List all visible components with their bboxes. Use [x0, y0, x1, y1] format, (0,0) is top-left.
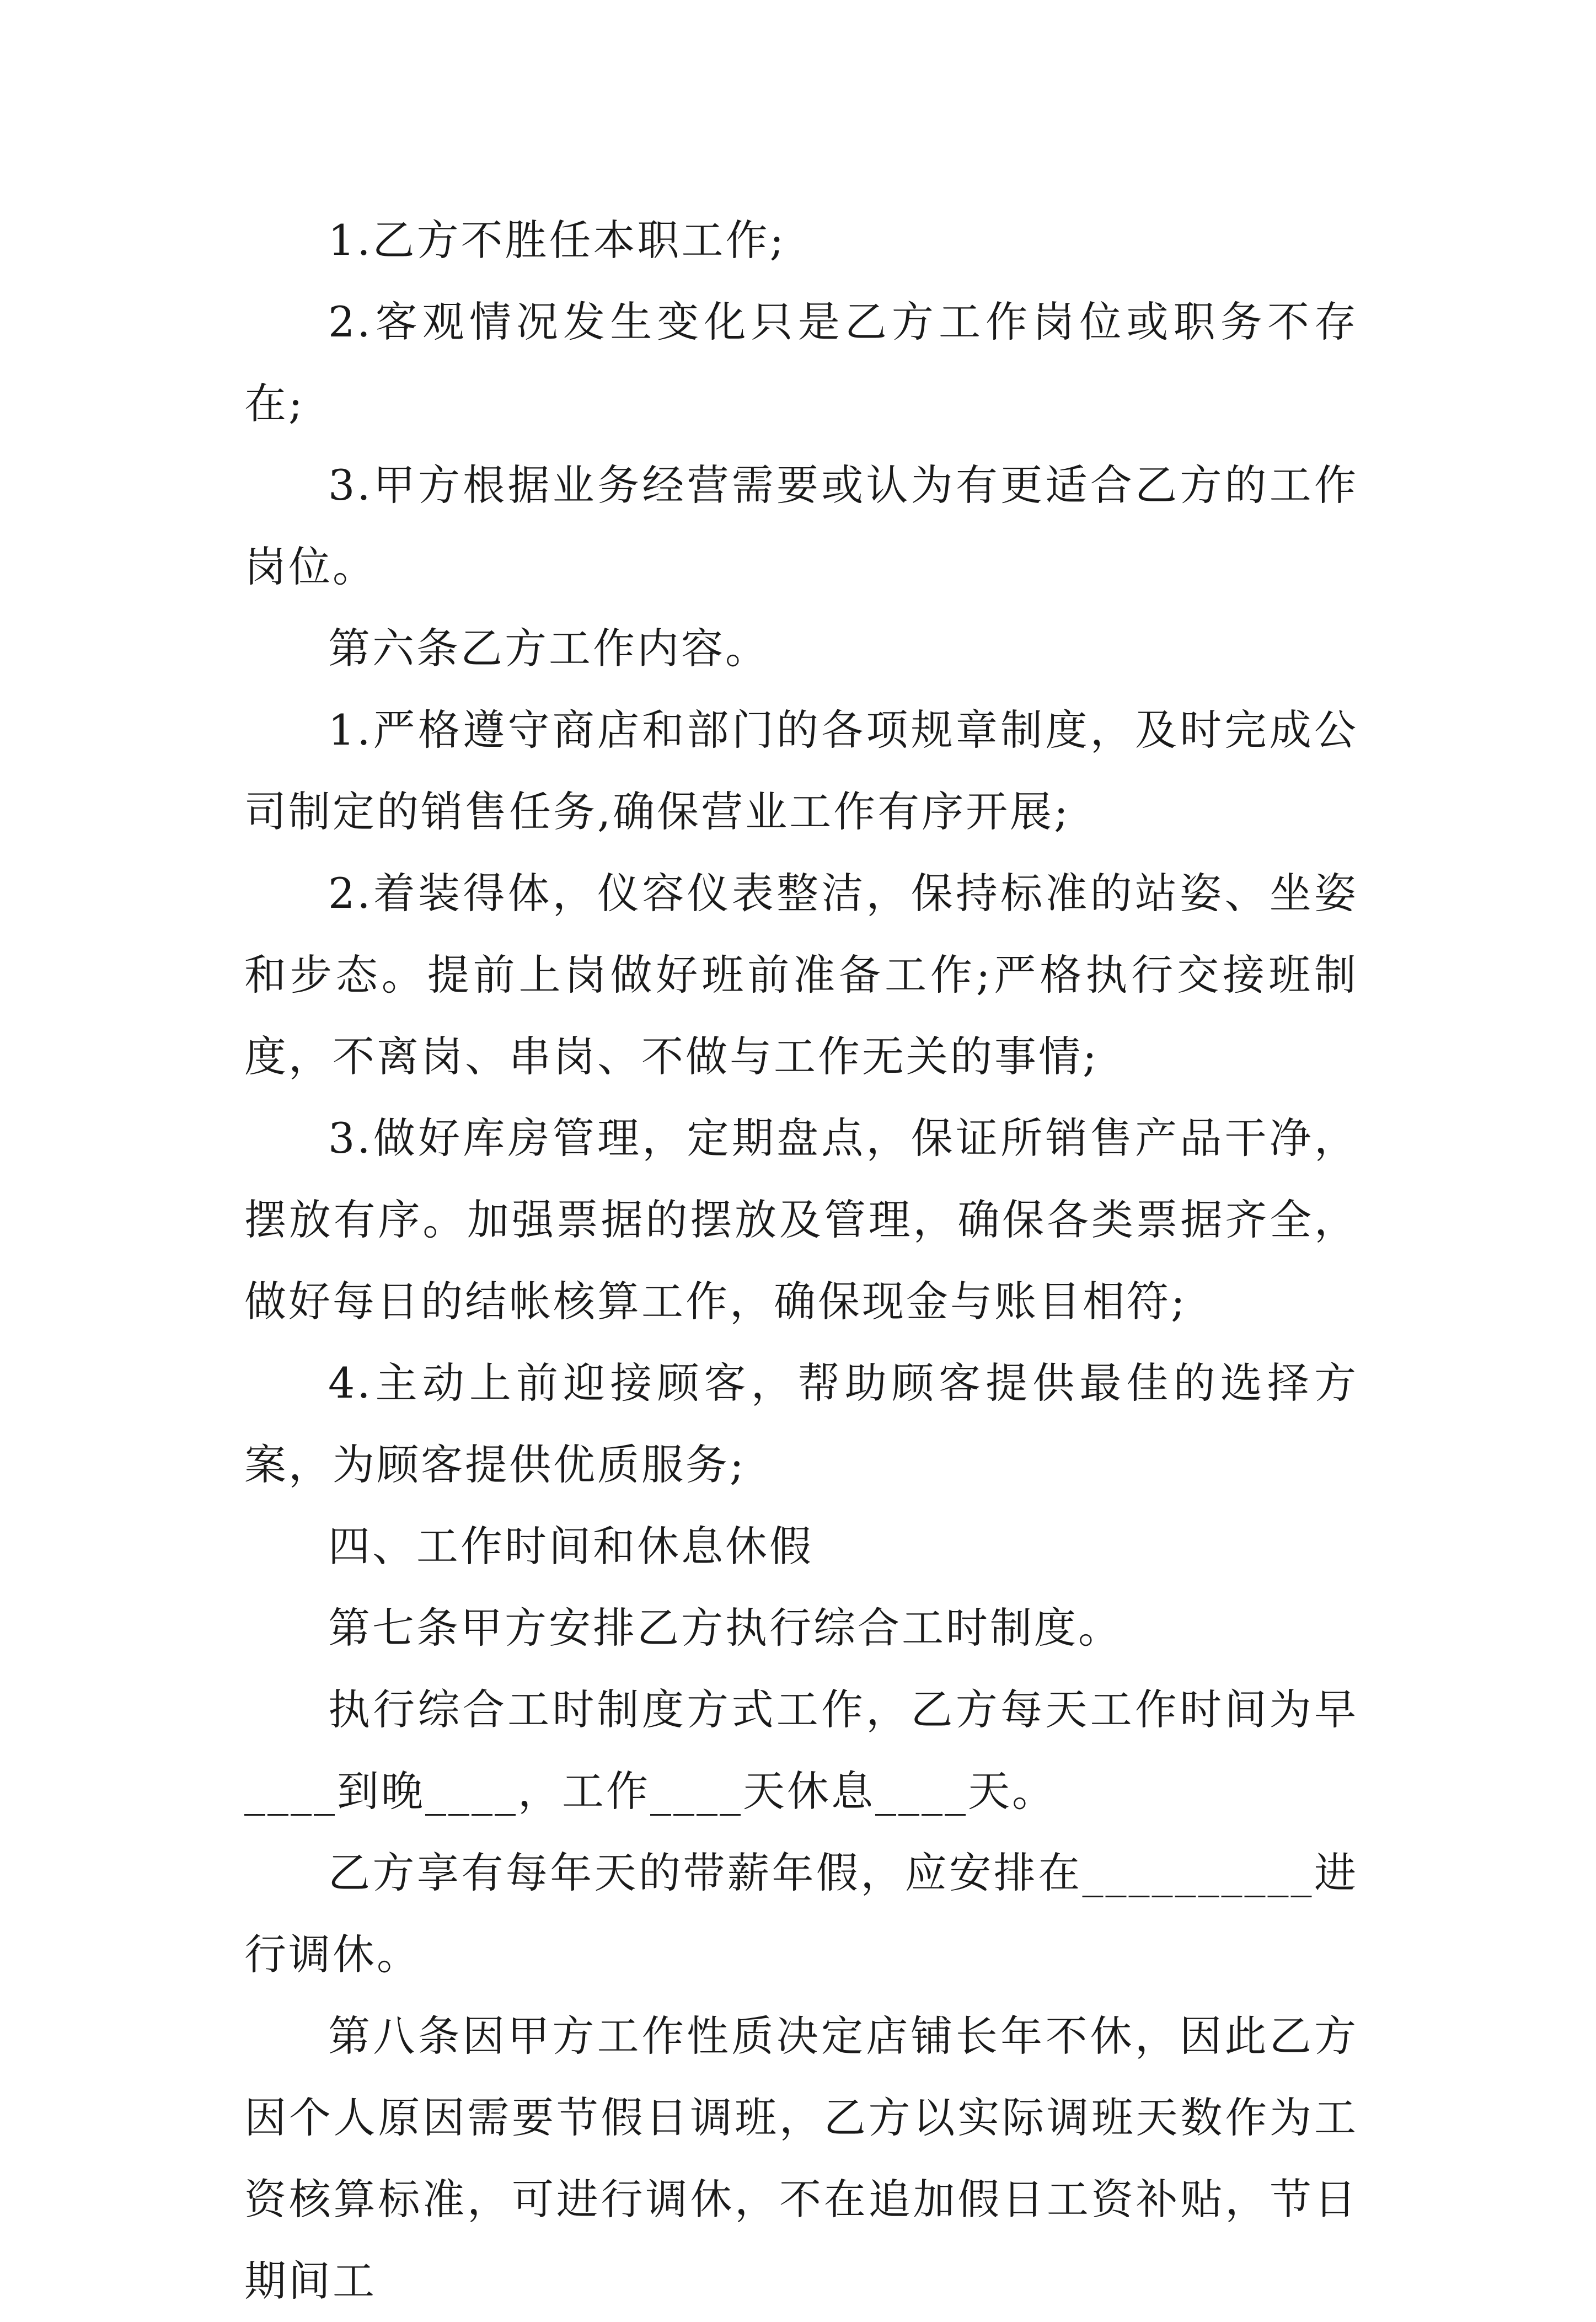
paragraph: 3.甲方根据业务经营需要或认为有更适合乙方的工作岗位。: [244, 461, 1358, 591]
paragraph: 执行综合工时制度方式工作，乙方每天工作时间为早____到晚____，工作____天休息____天。: [244, 1685, 1358, 1816]
document-body: [244, 200, 1358, 2322]
paragraph: 第八条因甲方工作性质决定店铺长年不休，因此乙方因个人原因需要节假日调班，乙方以实际调班天数作为工资核算标准，可进行调休，不在追加假日工资补贴，节日期间工: [244, 2011, 1358, 2305]
paragraph: 4.主动上前迎接顾客，帮助顾客提供最佳的选择方案，为顾客提供优质服务;: [244, 1358, 1358, 1489]
paragraph: 乙方享有每年天的带薪年假，应安排在__________进行调休。: [244, 1848, 1358, 1979]
paragraph: 第六条乙方工作内容。: [328, 624, 769, 673]
paragraph: 2.着装得体，仪容仪表整洁，保持标准的站姿、坐姿和步态。提前上岗做好班前准备工作;严格执行交接班制度，不离岗、串岗、不做与工作无关的事情;: [244, 869, 1358, 1081]
paragraph: 3.做好库房管理，定期盘点，保证所销售产品干净，摆放有序。加强票据的摆放及管理，确保各类票据齐全，做好每日的结帐核算工作，确保现金与账目相符;: [244, 1114, 1358, 1326]
section-heading: 四、工作时间和休息休假: [328, 1522, 813, 1571]
paragraph: 1.严格遵守商店和部门的各项规章制度，及时完成公司制定的销售任务,确保营业工作有序开展;: [244, 705, 1358, 836]
paragraph: 1.乙方不胜任本职工作;: [328, 216, 786, 265]
paragraph: 2.客观情况发生变化只是乙方工作岗位或职务不存在;: [244, 297, 1358, 428]
paragraph: 第七条甲方安排乙方执行综合工时制度。: [328, 1603, 1122, 1652]
